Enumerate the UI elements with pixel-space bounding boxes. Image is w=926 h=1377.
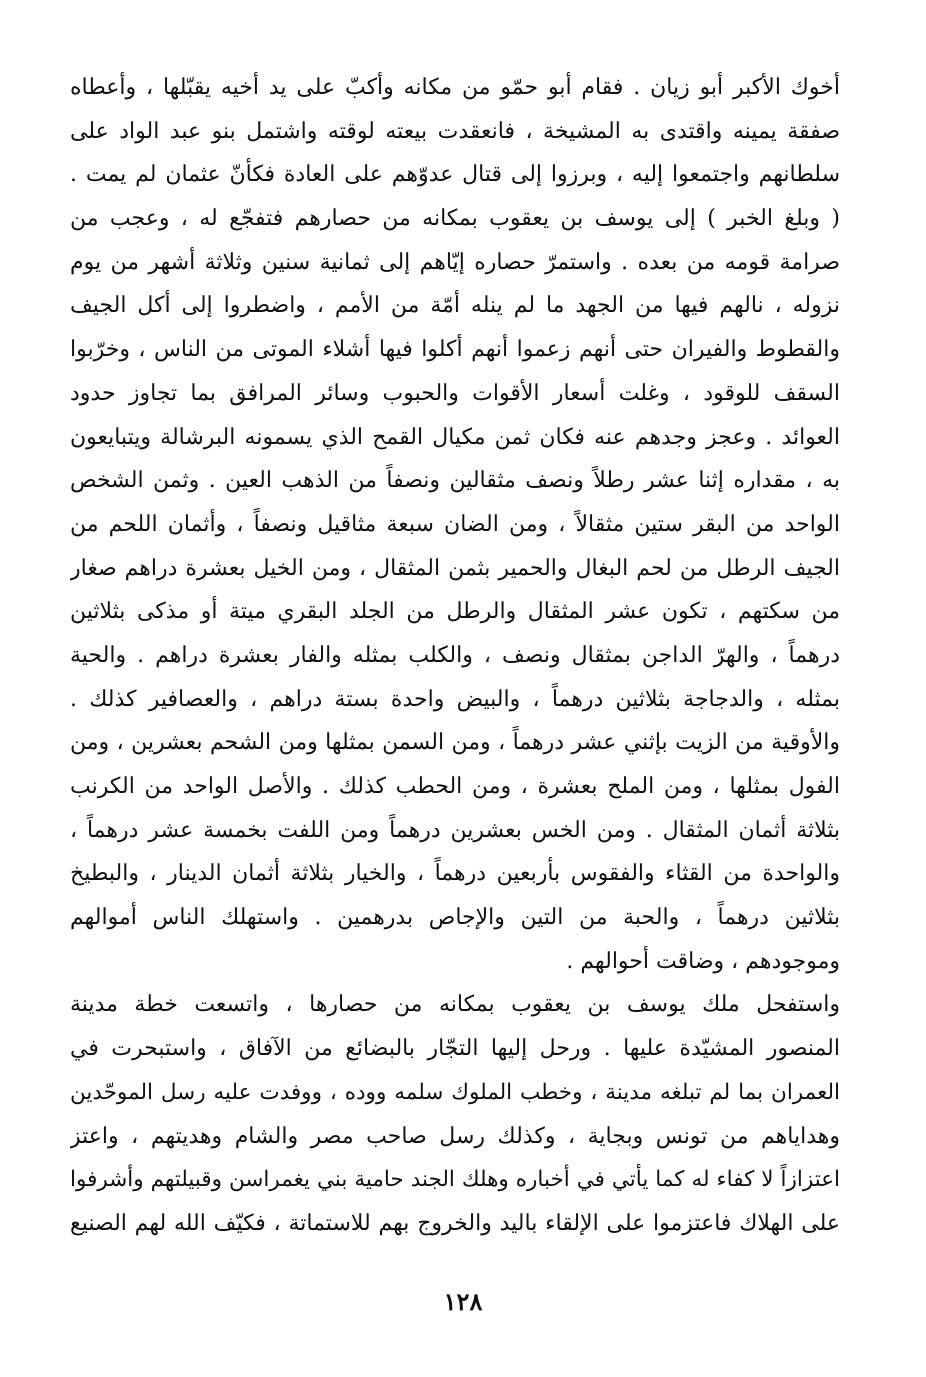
text-line: وهداياهم من تونس وبجاية ، وكذلك رسل صاحب مصر والشام وهديتهم ، واعتز bbox=[70, 1123, 840, 1149]
text-line: سلطانهم واجتمعوا إليه ، وبرزوا إلى قتال عدوّهم على العادة فكأنّ عثمان لم يمت . bbox=[70, 162, 840, 188]
page-number: ١٢٨ bbox=[443, 1287, 483, 1316]
text-line: صفقة يمينه واقتدى به المشيخة ، فانعقدت بيعته لوقته واشتمل بنو عبد الواد على bbox=[70, 118, 840, 144]
text-line: ( وبلغ الخبر ) إلى يوسف بن يعقوب بمكانه من حصارهم فتفجّع له ، وعجب من bbox=[70, 206, 840, 232]
text-line: صرامة قومه من بعده . واستمرّ حصاره إيّاهم إلى ثمانية سنين وثلاثة أشهر من يوم bbox=[70, 249, 840, 275]
text-line: السقف للوقود ، وغلت أسعار الأقوات والحبوب وسائر المرافق بما تجاوز حدود bbox=[70, 380, 840, 406]
text-line: الجيف الرطل من لحم البغال والحمير بثمن المثقال ، ومن الخيل بعشرة دراهم صغار bbox=[70, 555, 840, 581]
text-line: العوائد . وعجز وجدهم عنه فكان ثمن مكيال القمح الذي يسمونه البرشالة ويتبايعون bbox=[70, 424, 840, 450]
text-line: واستفحل ملك يوسف بن يعقوب بمكانه من حصارها ، واتسعت خطة مدينة bbox=[70, 992, 840, 1018]
text-line: المنصور المشيّدة عليها . ورحل إليها التجّار بالبضائع من الآفاق ، واستبحرت في bbox=[70, 1036, 840, 1062]
text-line: بمثله ، والدجاجة بثلاثين درهماً ، والبيض واحدة بستة دراهم ، والعصافير كذلك . bbox=[70, 686, 840, 712]
text-line: درهماً ، والهرّ الداجن بمثقال ونصف ، والكلب بمثله والفار بعشرة دراهم . والحية bbox=[70, 642, 840, 668]
body-text bbox=[70, 66, 840, 1246]
text-line: اعتزازاً لا كفاء له كما يأتي في أخباره وهلك الجند حامية بني يغمراسن وقبيلتهم وأشرفوا bbox=[70, 1167, 840, 1193]
text-line: على الهلاك فاعتزموا على الإلقاء باليد والخروج بهم للاستماتة ، فكيّف الله لهم الصنيع bbox=[70, 1210, 840, 1236]
text-line: بثلاثة أثمان المثقال . ومن الخس بعشرين درهماً ومن اللفت بخمسة عشر درهماً ، bbox=[70, 817, 840, 843]
text-line: بثلاثين درهماً ، والحبة من التين والإجاص بدرهمين . واستهلك الناس أموالهم bbox=[70, 905, 840, 931]
text-line: والواحدة من القثاء والفقوس بأربعين درهماً ، والخيار بثلاثة أثمان الدينار ، والبطيخ bbox=[70, 861, 840, 887]
text-line: العمران بما لم تبلغه مدينة ، وخطب الملوك سلمه ووده ، ووفدت عليه رسل الموحّدين bbox=[70, 1079, 840, 1105]
text-line: من سكتهم ، تكون عشر المثقال والرطل من الجلد البقري ميتة أو مذكى بثلاثين bbox=[70, 599, 840, 625]
text-line: الفول بمثلها ، ومن الملح بعشرة ، ومن الحطب كذلك . والأصل الواحد من الكرنب bbox=[70, 774, 840, 799]
text-line: والأوقية من الزيت بإثني عشر درهماً ، ومن السمن بمثلها ومن الشحم بعشرين ، ومن bbox=[70, 730, 840, 756]
text-line: نزوله ، نالهم فيها من الجهد ما لم ينله أمّة من الأمم ، واضطروا إلى أكل الجيف bbox=[70, 293, 840, 319]
text-line: به ، مقداره إثنا عشر رطلاً ونصف مثقالين ونصفاً من الذهب العين . وثمن الشخص bbox=[70, 468, 840, 494]
text-line: وموجودهم ، وضاقت أحوالهم . bbox=[566, 948, 840, 974]
text-line: الواحد من البقر ستين مثقالاً ، ومن الضان سبعة مثاقيل ونصفاً ، وأثمان اللحم من bbox=[70, 511, 840, 537]
text-line: أخوك الأكبر أبو زيان . فقام أبو حمّو من مكانه وأكبّ على يد أخيه يقبّلها ، وأعطاه bbox=[70, 75, 840, 100]
text-line: والقطوط والفيران حتى أنهم زعموا أنهم أكلوا فيها أشلاء الموتى من الناس ، وخرّبوا bbox=[70, 337, 840, 363]
